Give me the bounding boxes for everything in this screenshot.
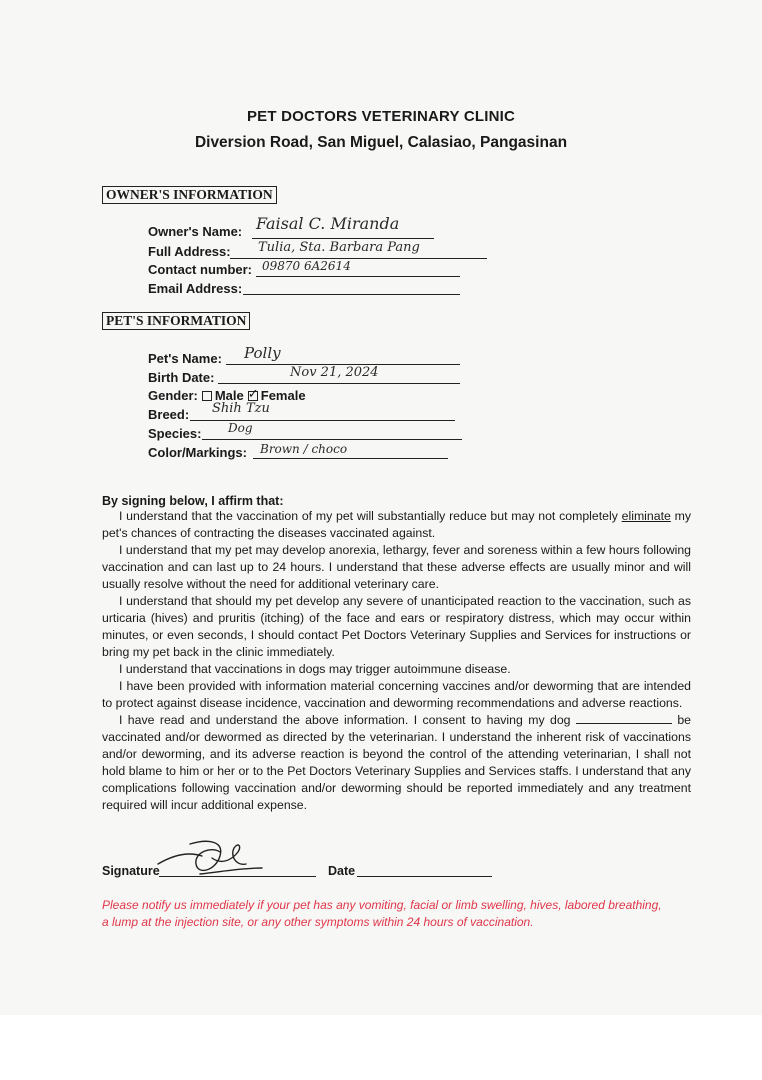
scan-bottom-edge: [0, 1015, 762, 1080]
dog-name-blank[interactable]: [576, 713, 672, 724]
species-field: [148, 426, 201, 441]
date-label: Date: [328, 864, 356, 878]
gender-label: Gender:: [148, 388, 198, 403]
color-markings-line: [253, 458, 448, 459]
full-address-field: [148, 244, 231, 259]
breed-label: Breed:: [148, 407, 190, 422]
birth-date-value[interactable]: Nov 21, 2024: [290, 365, 379, 380]
breed-value[interactable]: Shih Tzu: [212, 401, 270, 416]
p6-text-start: I have read and understand the above information. I consent to having my dog: [119, 713, 571, 727]
contact-number-value[interactable]: 09870 6A2614: [262, 259, 351, 273]
signature-label: Signature: [102, 864, 160, 878]
clinic-address: Diversion Road, San Miguel, Calasiao, Pangasinan: [194, 134, 568, 151]
breed-field: [148, 407, 189, 422]
email-label: Email Address:: [148, 281, 243, 296]
species-label: Species:: [148, 426, 202, 441]
full-address-value[interactable]: Tulia, Sta. Barbara Pang: [258, 240, 420, 255]
affirmation-title: By signing below, I affirm that:: [102, 494, 284, 508]
birth-date-field: [148, 370, 214, 385]
check-mark-icon: ✓: [247, 385, 259, 401]
notification-note: Please notify us immediately if your pet has any vomiting, facial or limb swelling, hives, labored breathing, a lump at the injection site, or any other symptoms within 24 hours of vaccination.: [102, 898, 662, 929]
date-line[interactable]: [357, 876, 492, 877]
color-markings-value[interactable]: Brown / choco: [260, 442, 348, 456]
pet-section-title: PET'S INFORMATION: [102, 312, 250, 330]
full-address-label: Full Address:: [148, 244, 231, 259]
contact-number-line: [256, 276, 460, 277]
owner-name-line: [252, 238, 434, 239]
owner-name-value[interactable]: Faisal C. Miranda: [256, 214, 400, 233]
male-option-label: Male: [214, 388, 244, 403]
affirmation-paragraph-2: I understand that my pet may develop anorexia, lethargy, fever and soreness within a few hours following vaccination and can last up to 24 hours. I understand that these adverse effects are usually minor and will usually resolve without the need for additional veterinary care.: [102, 543, 691, 591]
p1-underlined-word: eliminate: [621, 509, 671, 523]
clinic-name: PET DOCTORS VETERINARY CLINIC: [246, 108, 516, 125]
species-value[interactable]: Dog: [228, 421, 253, 435]
affirmation-paragraph-3: I understand that should my pet develop any severe of unanticipated reaction to the vaccination, such as urticaria (hives) and pruritis (itching) of the face and ears or respiratory distress, which may occur within minutes, or even seconds, I should contact Pet Doctors Veterinary Supplies and Services for instructions or bring my pet back in the clinic immediately.: [102, 594, 691, 659]
pet-name-field: [148, 351, 222, 366]
handwritten-signature: [150, 834, 270, 884]
owner-section-title: OWNER'S INFORMATION: [102, 186, 277, 204]
email-field: [148, 281, 242, 296]
owner-name-label: Owner's Name:: [148, 224, 243, 239]
birth-date-label: Birth Date:: [148, 370, 215, 385]
female-option-label: Female: [260, 388, 306, 403]
pet-name-label: Pet's Name:: [148, 351, 222, 366]
p6-text-end: be vaccinated and/or dewormed as directed by the veterinarian. I understand the inherent risk of vaccinations and/or deworming, and its adverse reaction is beyond the control of the attending veterinarian, I shall not hold blame to him or her or to the Pet Doctors Veterinary Supplies and Services staffs. I understand that any complications following vaccination and/or deworming should be reported immediately and any treatment required will incur additional expense.: [102, 713, 691, 812]
birth-date-line: [218, 383, 460, 384]
color-markings-label: Color/Markings:: [148, 445, 247, 460]
pet-name-value[interactable]: Polly: [244, 344, 281, 362]
affirmation-paragraph-5: I have been provided with information material concerning vaccines and/or deworming that are intended to protect against disease incidence, vaccination and deworming recommendations and adverse reactions.: [102, 679, 691, 710]
owner-name-field: [148, 224, 242, 239]
affirmation-paragraph-4: I understand that vaccinations in dogs may trigger autoimmune disease.: [119, 662, 511, 676]
affirmation-paragraph-6: [102, 712, 691, 814]
contact-number-field: [148, 262, 252, 277]
species-line: [202, 439, 462, 440]
email-line: [243, 294, 460, 295]
contact-number-label: Contact number:: [148, 262, 252, 277]
affirmation-paragraph-1: [102, 508, 691, 542]
color-markings-field: [148, 445, 247, 460]
female-checkbox[interactable]: [247, 385, 259, 401]
p1-text-start: I understand that the vaccination of my pet will substantially reduce but may not completely: [119, 509, 622, 523]
affirmation-body: [102, 508, 691, 814]
p1-text-end: my pet's chances of contracting the diseases vaccinated against.: [102, 509, 692, 540]
male-checkbox[interactable]: [202, 391, 212, 401]
